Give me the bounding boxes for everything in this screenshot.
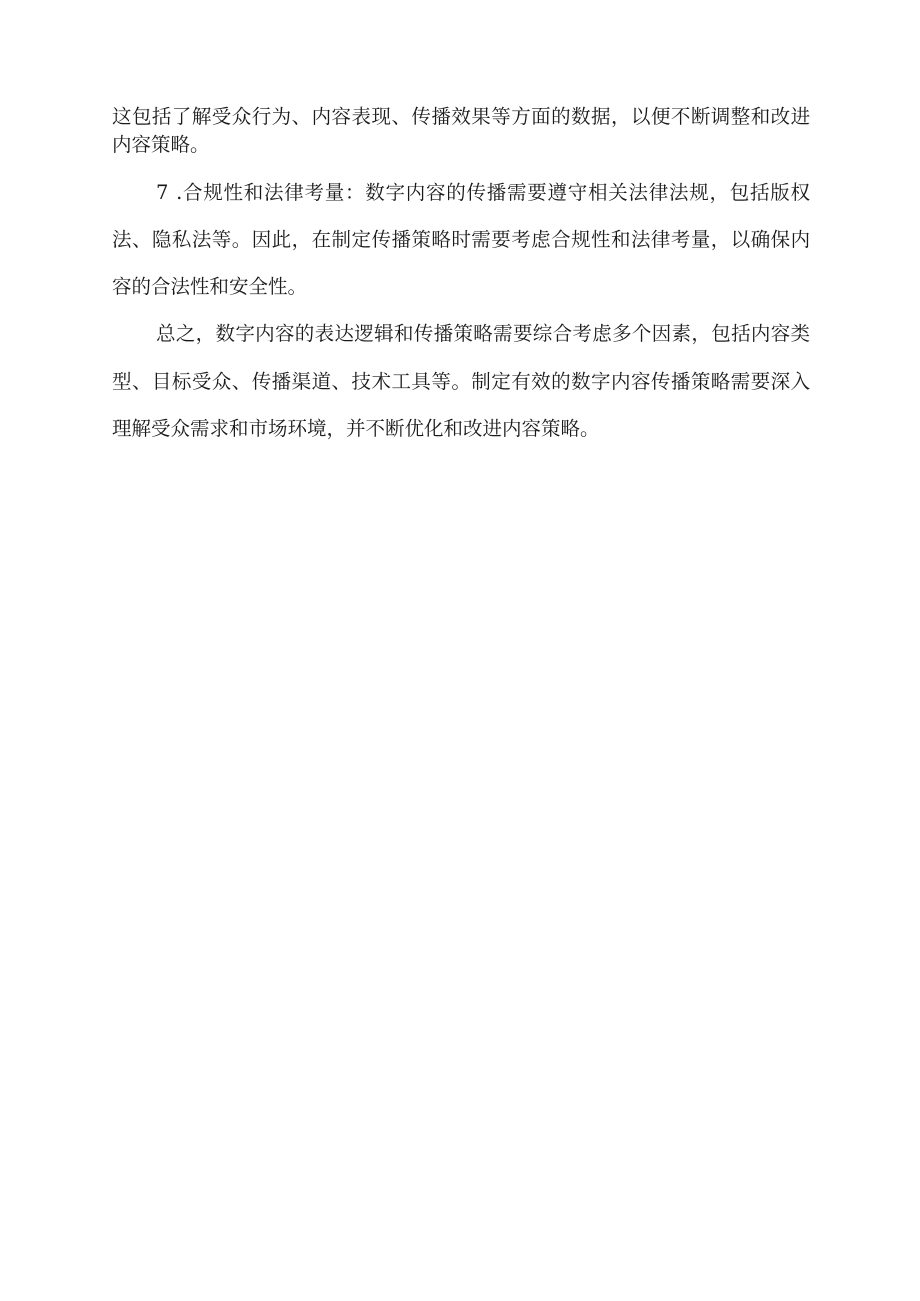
paragraph-1-line-1: 这包括了解受众行为、内容表现、传播效果等方面的数据，以便不断调整和改进: [112, 105, 811, 128]
paragraph-3-line-2: 型、目标受众、传播渠道、技术工具等。制定有效的数字内容传播策略需要深入: [112, 370, 811, 393]
paragraph-3-line-1: 总之，数字内容的表达逻辑和传播策略需要综合考虑多个因素，包括内容类: [156, 322, 811, 345]
paragraph-3-line-3: 理解受众需求和市场环境，并不断优化和改进内容策略。: [112, 417, 600, 440]
paragraph-2-line-2: 法、隐私法等。因此，在制定传播策略时需要考虑合规性和法律考量，以确保内: [112, 228, 811, 251]
paragraph-2-line-1: 7 .合规性和法律考量：数字内容的传播需要遵守相关法律法规，包括版权: [156, 181, 811, 204]
paragraph-1-line-2: 内容策略。: [112, 133, 210, 156]
paragraph-2-line-3: 容的合法性和安全性。: [112, 275, 308, 298]
